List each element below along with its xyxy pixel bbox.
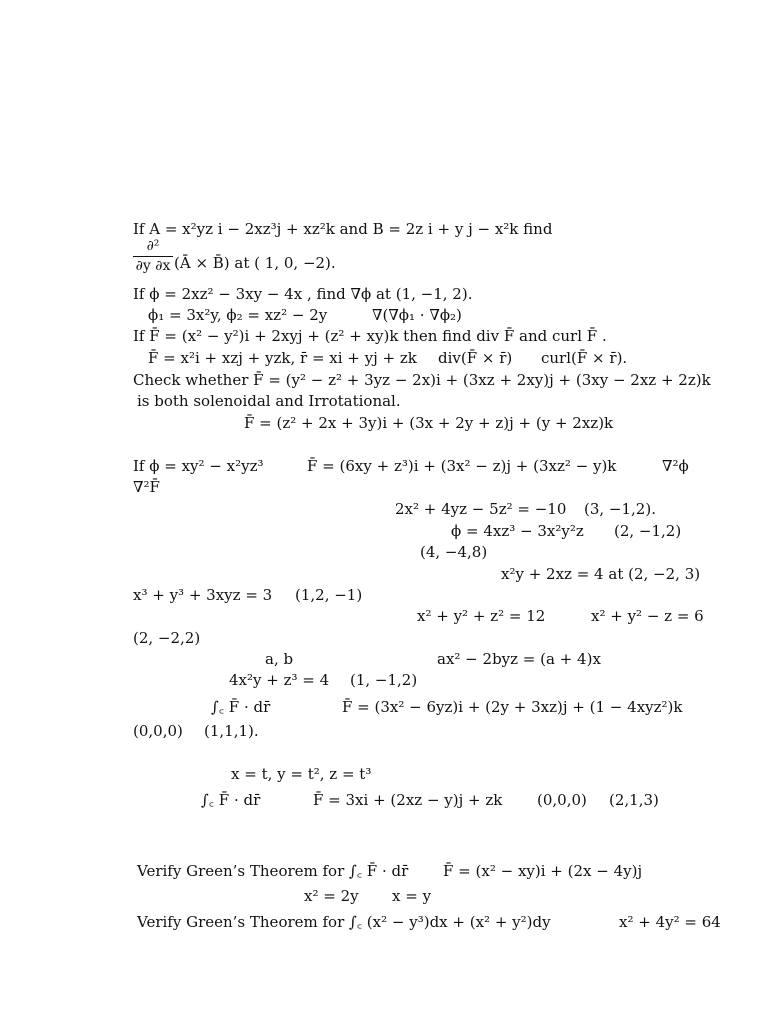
problem-15-curve: x = t, y = t², z = t³ xyxy=(231,765,372,783)
fraction-denominator: ∂y ∂x xyxy=(135,258,171,274)
problem-17-curve-2: x = y xyxy=(392,887,432,905)
problem-10-point: (2, −1,2) xyxy=(614,522,682,540)
problem-13-point: (2, −2,2) xyxy=(133,629,201,647)
problem-14-surface-2: 4x²y + z³ = 4 xyxy=(229,671,330,689)
problem-5-fields: F̄ = x²i + xzj + yzk, r̄ = xi + yj + zk xyxy=(148,349,417,367)
problem-7: F̄ = (z² + 2x + 3y)i + (3x + 2y + z)j + (y + 2xz)k xyxy=(244,414,614,432)
problem-15-integral: ∫꜀ F̄ · dr̄ xyxy=(211,698,271,716)
fraction-bar xyxy=(133,256,173,257)
problem-16-integral: ∫꜀ F̄ · dr̄ xyxy=(201,791,261,809)
problem-10-phi: ϕ = 4xz³ − 3x²y²z xyxy=(451,522,584,540)
problem-4: If F̄ = (x² − y²)i + 2xyj + (z² + xy)k then find div F̄ and curl F̄ . xyxy=(133,327,607,345)
problem-8-field: F̄ = (6xy + z³)i + (3x² − z)j + (3xz² − y)k xyxy=(307,457,617,475)
problem-5-div: div(F̄ × r̄) xyxy=(438,349,513,367)
problem-5-curl: curl(F̄ × r̄). xyxy=(541,349,628,367)
problem-1-line-1: If A = x²yz i − 2xz³j + xz²k and B = 2z i + y j − x²k find xyxy=(133,220,553,238)
problem-17-curve-1: x² = 2y xyxy=(304,887,359,905)
problem-8-phi: If ϕ = xy² − x²yz³ xyxy=(133,457,264,475)
problem-6-line-1: Check whether F̄ = (y² − z² + 3yz − 2x)i + (3xz + 2xy)j + (3xy − 2xz + 2z)k xyxy=(133,371,711,389)
problem-15-end-point: (1,1,1). xyxy=(204,722,259,740)
problem-8-laplacian-phi: ∇²ϕ xyxy=(662,457,689,475)
problem-14-point: (1, −1,2) xyxy=(350,671,418,689)
problem-2: If ϕ = 2xz² − 3xy − 4x , find ∇ϕ at (1, −1, 2). xyxy=(133,285,473,303)
problem-9-surface: 2x² + 4yz − 5z² = −10 xyxy=(395,500,567,518)
problem-17-field: F̄ = (x² − xy)i + (2x − 4y)j xyxy=(443,862,643,880)
problem-3-potentials: ϕ₁ = 3x²y, ϕ₂ = xz² − 2y xyxy=(148,306,328,324)
problem-14-surface-1: ax² − 2byz = (a + 4)x xyxy=(437,650,601,668)
fraction-numerator: ∂² xyxy=(146,238,160,254)
problem-3-expression: ∇(∇ϕ₁ · ∇ϕ₂) xyxy=(372,306,462,324)
problem-12-point: (1,2, −1) xyxy=(295,586,363,604)
partial-derivative-fraction xyxy=(133,238,173,274)
problem-11: x²y + 2xz = 4 at (2, −2, 3) xyxy=(501,565,701,583)
problem-13-surface-1: x² + y² + z² = 12 xyxy=(417,607,546,625)
problem-14-constants: a, b xyxy=(265,650,294,668)
problem-15-start-point: (0,0,0) xyxy=(133,722,183,740)
problem-16-start-point: (0,0,0) xyxy=(537,791,587,809)
problem-16-field: F̄ = 3xi + (2xz − y)j + zk xyxy=(313,791,503,809)
problem-8-laplacian-f: ∇²F̄ xyxy=(133,478,160,496)
problem-18-curve: x² + 4y² = 64 xyxy=(619,913,721,931)
problem-15-field: F̄ = (3x² − 6yz)i + (2y + 3xz)j + (1 − 4xyz²)k xyxy=(342,698,683,716)
problem-13-surface-2: x² + y² − z = 6 xyxy=(591,607,704,625)
problem-12-surface: x³ + y³ + 3xyz = 3 xyxy=(133,586,273,604)
problem-10-direction: (4, −4,8) xyxy=(420,543,488,561)
problem-17-statement: Verify Green’s Theorem for ∫꜀ F̄ · dr̄ xyxy=(137,862,409,880)
problem-6-line-2: is both solenoidal and Irrotational. xyxy=(137,392,401,410)
problem-16-end-point: (2,1,3) xyxy=(609,791,659,809)
problem-9-point: (3, −1,2). xyxy=(584,500,656,518)
problem-18-statement: Verify Green’s Theorem for ∫꜀ (x² − y³)dx + (x² + y²)dy xyxy=(137,913,551,931)
problem-1-line-2: (Ā × B̄) at ( 1, 0, −2). xyxy=(174,254,336,272)
